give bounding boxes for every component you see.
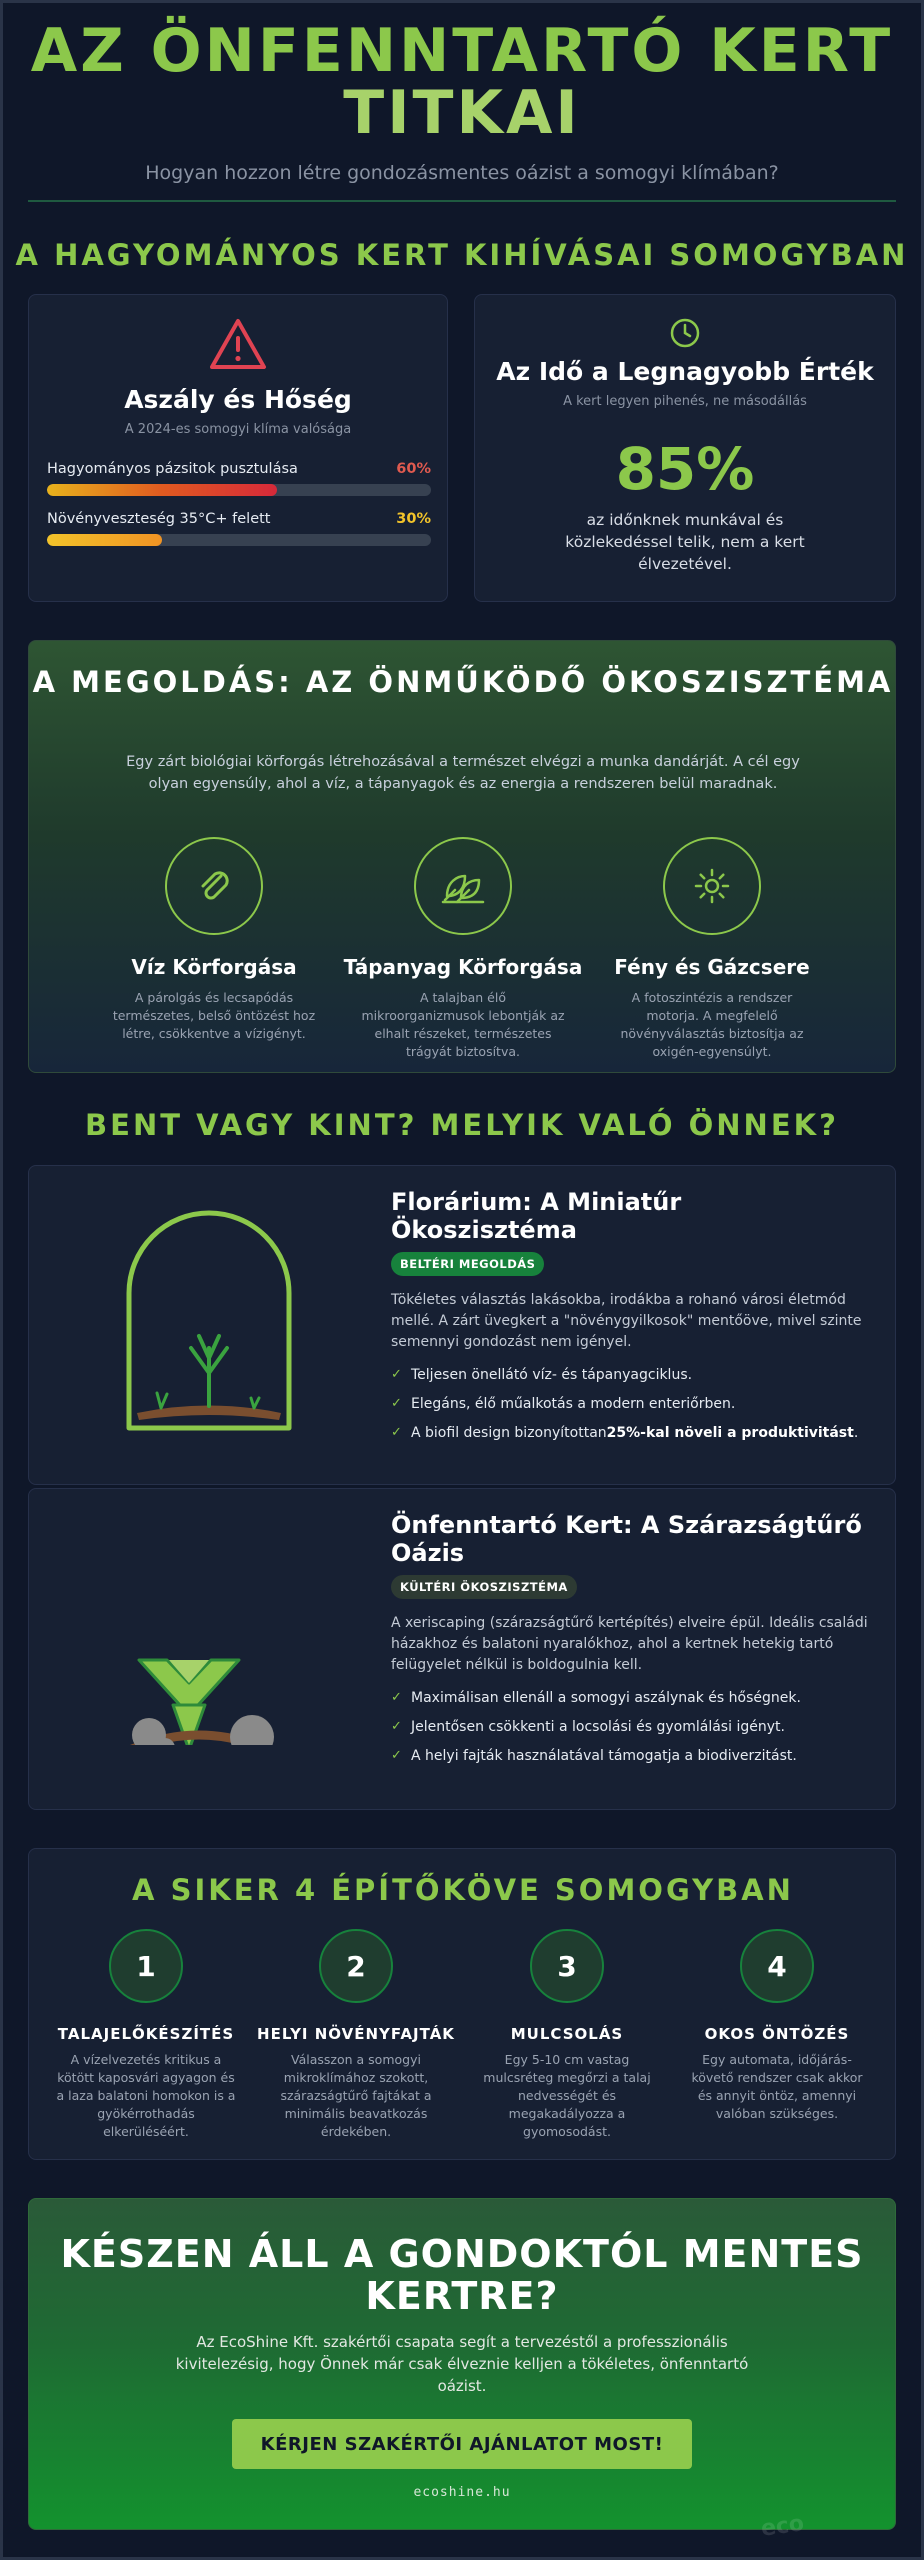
options-title: BENT VAGY KINT? MELYIK VALÓ ÖNNEK? [85,1108,839,1142]
list-item: ✓ Teljesen önellátó víz- és tápanyagciklus. [391,1367,693,1383]
garden-description: A xeriscaping (szárazságtűrő kertépítés) elveire épül. Ideális családi házakhoz és balatoni nyaralókhoz, ahol a kertnek hetekig tartó felügyelet nélkül is boldogulnia kell. [391,1615,868,1673]
step-heading: OKOS ÖNTÖZÉS [704,2025,850,2043]
hero-divider [28,200,896,202]
leaves-icon [439,864,487,908]
list-item: ✓ Elegáns, élő műalkotás a modern enteriőrben. [391,1396,736,1412]
clock-icon [669,317,701,349]
list-item: ✓ A helyi fajták használatával támogatja a biodiverzitást. [391,1748,797,1764]
cycle-water [89,837,339,1043]
time-subtitle: A kert legyen pihenés, ne másodállás [563,394,807,409]
paperclip-icon [192,864,236,908]
step-item [462,1929,672,2141]
solution-title: A MEGOLDÁS: AZ ÖNMŰKÖDŐ ÖKOSZISZTÉMA [32,665,894,699]
terrarium-illustration [109,1198,309,1442]
step-item [672,1929,882,2123]
stat-bar-plants [47,511,431,546]
warning-icon [208,317,268,373]
page-title [0,16,924,148]
page-subtitle: Hogyan hozzon létre gondozásmentes oázist a somogyi klímában? [145,162,779,184]
list-item: ✓ Maximálisan ellenáll a somogyi aszálynak és hőségnek. [391,1690,801,1706]
indoor-badge: BELTÉRI MEGOLDÁS [391,1252,544,1276]
garden-content [391,1511,875,1777]
step-item [251,1929,461,2141]
outdoor-badge: KÜLTÉRI ÖKOSZISZTÉMA [391,1575,577,1599]
step-number: 2 [319,1929,393,2003]
steps-panel [28,1848,896,2160]
progress-track [47,484,431,496]
step-heading: HELYI NÖVÉNYFAJTÁK [257,2025,455,2043]
stat-bar-value: 30% [396,511,431,527]
step-text: A vízelvezetés kritikus a kötött kaposvári agyagon és a laza balatoni homokon is a gyökérrothadás elkerüléséért. [56,2052,236,2139]
garden-illustration [109,1555,309,1749]
check-icon: ✓ [391,1748,402,1763]
check-icon: ✓ [391,1425,402,1440]
website-link[interactable]: ecoshine.hu [413,2485,511,2500]
step-text: Egy 5-10 cm vastag mulcsréteg megőrzi a talaj nedvességét és megakadályozza a gyomosodást. [483,2052,651,2139]
step-heading: MULCSOLÁS [510,2025,624,2043]
cycle-text: A párolgás és lecsapódás természetes, belső öntözést hoz létre, csökkentve a vízigényt. [112,990,316,1041]
step-number: 1 [109,1929,183,2003]
solution-panel [28,640,896,1073]
florarium-description: Tökéletes választás lakásokba, irodákba a rohanó városi életmód mellé. A zárt üvegkert a "növénygyilkosok" mentőöve, mivel szinte semennyi gondozást nem igényel. [391,1292,862,1350]
garden-card [28,1488,896,1810]
cycle-text: A talajban élő mikroorganizmusok lebontják az elhalt részeket, természetes trágyát biztosítva. [361,990,565,1059]
time-card [474,294,896,602]
drought-subtitle: A 2024-es somogyi klíma valósága [124,422,352,437]
step-text: Egy automata, időjárás-követő rendszer csak akkor és annyit öntöz, amennyi valóban szükséges. [691,2052,863,2121]
step-number: 4 [740,1929,814,2003]
garden-heading: Önfenntartó Kert: A Szárazságtűrő Oázis [391,1511,862,1567]
cycle-icon-ring [663,837,761,935]
cycle-heading: Víz Körforgása [131,955,297,979]
florarium-benefits [391,1367,875,1441]
step-heading: TALAJELŐKÉSZÍTÉS [57,2025,235,2043]
cycle-text: A fotoszintézis a rendszer motorja. A megfelelő növényválasztás biztosítja az oxigén-egyensúlyt. [620,990,804,1059]
time-stat-value: 85% [615,435,755,503]
check-icon: ✓ [391,1719,402,1734]
cycle-icon-ring [414,837,512,935]
steps-title: A SIKER 4 ÉPÍTŐKÖVE SOMOGYBAN [132,1873,794,1907]
check-icon: ✓ [391,1690,402,1705]
florarium-content [391,1188,875,1454]
list-item: ✓ A biofil design bizonyítottan25%-kal növeli a produktivitást. [391,1425,859,1441]
cta-panel [28,2198,896,2530]
challenges-title: A HAGYOMÁNYOS KERT KIHÍVÁSAI SOMOGYBAN [15,238,909,272]
stat-bar-lawn [47,461,431,496]
progress-track [47,534,431,546]
watermark: eco [759,2511,806,2542]
page-title-line2: TITKAI [343,78,581,148]
cycle-icon-ring [165,837,263,935]
florarium-heading: Florárium: A Miniatűr Ökoszisztéma [391,1188,682,1244]
stat-bar-label: Hagyományos pázsitok pusztulása [47,461,298,477]
progress-fill [47,534,162,546]
check-icon: ✓ [391,1396,402,1411]
list-item: ✓ Jelentősen csökkenti a locsolási és gyomlálási igényt. [391,1719,785,1735]
cycle-heading: Fény és Gázcsere [614,955,810,979]
drought-heading: Aszály és Hőség [124,385,352,414]
hero [0,16,924,184]
cycle-nutrient [338,837,588,1061]
time-heading: Az Idő a Legnagyobb Érték [496,357,874,386]
check-icon: ✓ [391,1367,402,1382]
progress-fill [47,484,277,496]
stat-bar-value: 60% [396,461,431,477]
request-quote-button[interactable]: KÉRJEN SZAKÉRTŐI AJÁNLATOT MOST! [232,2419,692,2469]
cta-title: KÉSZEN ÁLL A GONDOKTÓL MENTES KERTRE? [60,2232,864,2318]
cta-description: Az EcoShine Kft. szakértői csapata segít a tervezéstől a professzionális kivitelezésig, hogy Önnek már csak élveznie kelljen a tökéletes, önfenntartó oázist. [175,2333,749,2395]
florarium-card [28,1165,896,1485]
time-stat-text: az időnknek munkával és közlekedéssel telik, nem a kert élvezetével. [565,511,805,573]
drought-card [28,294,448,602]
cycle-heading: Tápanyag Körforgása [343,955,583,979]
sun-icon [692,866,732,906]
page-title-line1: AZ ÖNFENNTARTÓ KERT [30,16,894,86]
step-number: 3 [530,1929,604,2003]
step-item [41,1929,251,2141]
stat-bar-label: Növényveszteség 35°C+ felett [47,511,271,527]
garden-benefits [391,1690,875,1764]
cycle-light [587,837,837,1061]
step-text: Válasszon a somogyi mikroklímához szokott, szárazságtűrő fajtákat a minimális beavatkozás érdekében. [280,2052,432,2139]
solution-description: Egy zárt biológiai körforgás létrehozásával a természet elvégzi a munka dandárját. A cél egy olyan egyensúly, ahol a víz, a tápanyagok és az energia a rendszeren belül maradnak. [126,754,800,792]
